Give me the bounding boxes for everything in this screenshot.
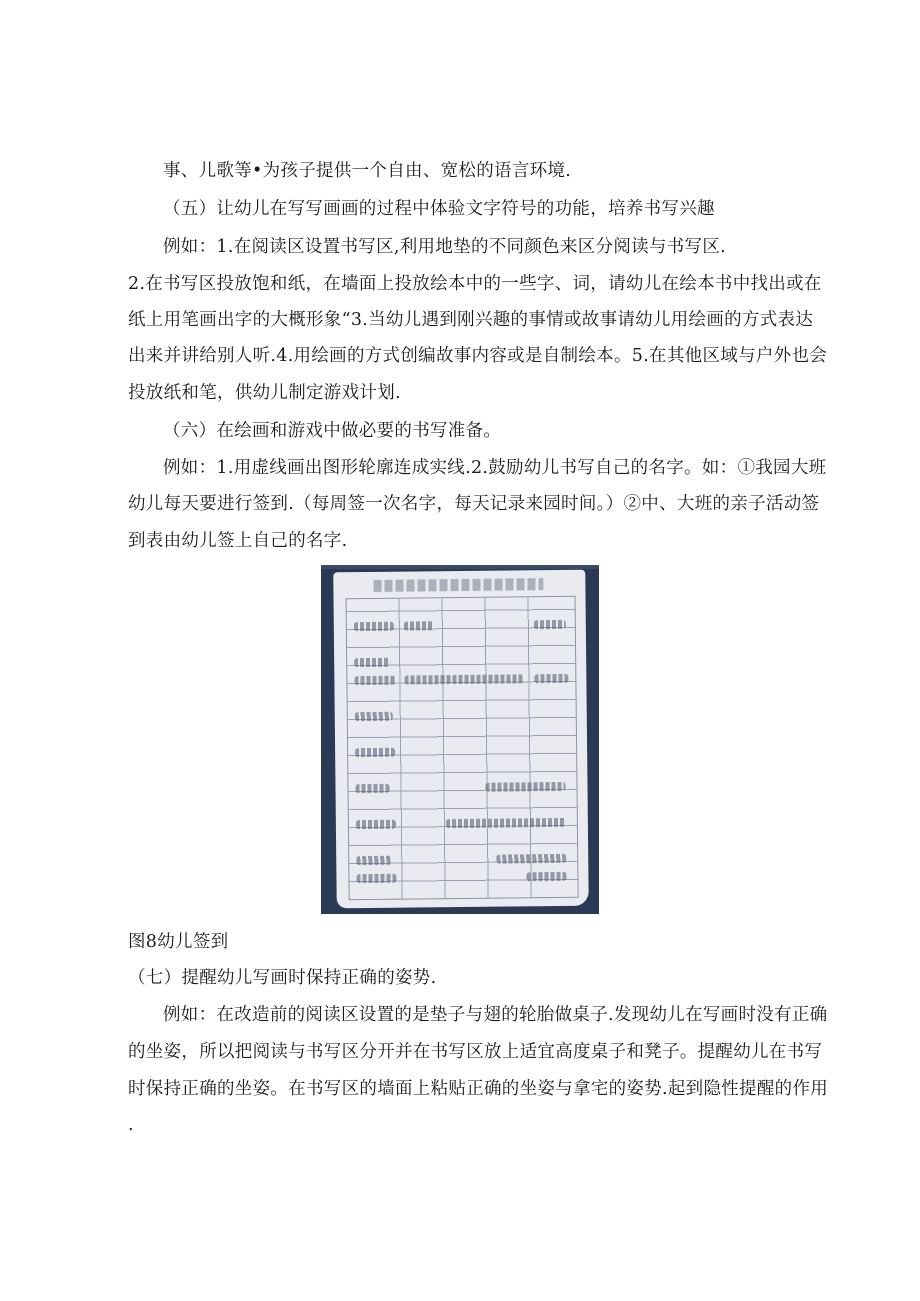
handwriting-mark [496,854,566,864]
paragraph-line: 2.在书写区投放饱和纸，在墙面上投放绘本中的一些字、词，请幼儿在绘本书中找出或在 [128,274,822,294]
paragraph-line: 事、儿歌等•为孩子提供一个自由、宽松的语言环境. [163,161,572,181]
section-heading-6: （六）在绘画和游戏中做必要的书写准备。 [163,421,502,441]
sign-in-sheet-photo [321,565,599,914]
handwriting-mark [526,872,566,881]
handwriting-mark [354,622,394,631]
photo-top-edge [321,565,599,569]
paragraph-line: 例如：1.用虚线画出图形轮廓连成实线.2.鼓励幼儿书写自己的名字。如：①我园大班 [163,458,827,478]
paragraph-line: 出来并讲给别人听.4.用绘画的方式创编故事内容或是自制绘本。5.在其他区域与户外也会 [128,346,828,366]
paragraph-line: . [128,1115,134,1135]
handwriting-mark [356,874,396,883]
handwriting-mark [354,676,396,685]
handwriting-mark [354,658,390,667]
paragraph-line: 到表由幼儿签上自己的名字. [128,531,348,551]
section-heading-7: （七）提醒幼儿写画时保持正确的姿势. [128,968,437,988]
section-heading-5: （五）让幼儿在写写画画的过程中体验文字符号的功能，培养书写兴趣 [163,199,715,219]
handwriting-mark [485,782,565,792]
paragraph-line: 例如：在改造前的阅读区设置的是垫子与翅的轮胎做桌子.发现幼儿在写画时没有正确 [163,1005,828,1025]
sheet-title-blur [373,578,543,592]
paragraph-line: 幼儿每天要进行签到.（每周签一次名字，每天记录来园时间。）②中、大班的亲子活动签 [128,494,820,514]
handwriting-mark [355,748,395,757]
handwriting-mark [355,712,393,721]
figure-caption: 图8幼儿签到 [128,932,229,952]
handwriting-mark [404,674,524,684]
paragraph-line: 例如：1.在阅读区设置书写区,利用地垫的不同颜色来区分阅读与书写区. [163,237,727,257]
handwriting-mark [356,820,396,829]
handwriting-mark [404,621,434,630]
handwriting-mark [355,784,389,793]
paragraph-line: 投放纸和笔，供幼儿制定游戏计划. [128,383,401,403]
handwriting-mark [534,620,566,629]
paragraph-line: 纸上用笔画出字的大概形象“3.当幼儿遇到刚兴趣的事情或故事请幼儿用绘画的方式表达 [128,310,814,330]
handwriting-mark [534,674,568,683]
handwriting-mark [446,818,566,828]
paragraph-line: 时保持正确的坐姿。在书写区的墙面上粘贴正确的坐姿与拿宅的姿势.起到隐性提醒的作用 [128,1079,829,1099]
handwriting-mark [356,856,392,865]
paragraph-line: 的坐姿，所以把阅读与书写区分开并在书写区放上适宜高度桌子和凳子。提醒幼儿在书写 [128,1042,823,1062]
sign-in-sheet [333,570,589,909]
